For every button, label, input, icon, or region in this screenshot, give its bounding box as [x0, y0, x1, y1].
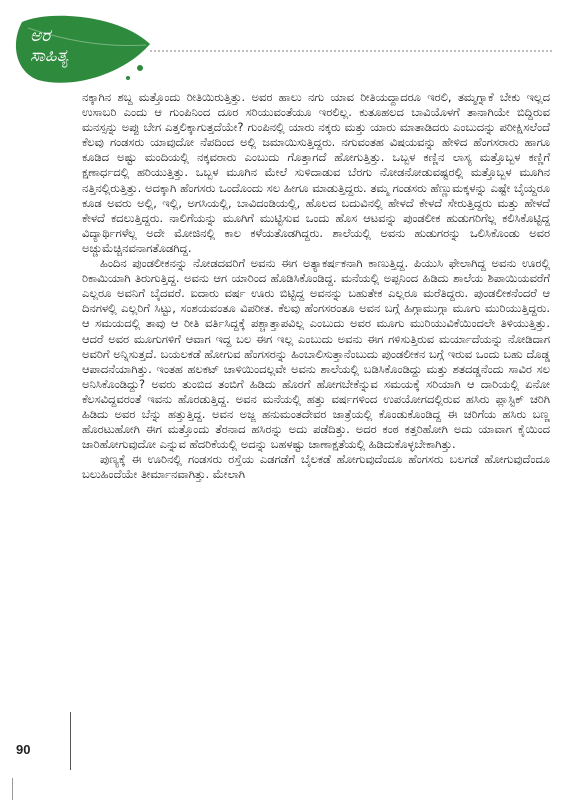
paragraph: ಪುಣ್ಯಕ್ಕೆ ಈ ಊರಿನಲ್ಲಿ ಗಂಡಸರು ರಸ್ತೆಯ ಎಡಗಡೆಗೆ ಬೈಲಕಡೆ ಹೋಗುವುದೆಂದೂ ಹೆಂಗಸರು ಬಲಗಡೆ ಹೋಗುವುದೆಂದೂ ಬಲುಹಿಂದೆಯೇ ತೀರ್ಮಾನವಾಗಿತ್ತು. ಮೇಲಾಗಿ: [82, 452, 550, 482]
footer-rule: [8, 712, 71, 770]
leaf-logo-icon: [8, 8, 156, 92]
page-number: 90: [16, 742, 31, 757]
crop-mark-bottom-left: [0, 778, 13, 800]
logo-text: ಅರ ಸಾಹಿತ್ಯ: [30, 26, 69, 66]
paragraph: ನಕ್ಕಾಗಿನ ಶಬ್ದ ಮತ್ತೊಂದು ರೀತಿಯಿರುತ್ತಿತ್ತು. ಅವರ ಹಾಲು ನಗು ಯಾವ ರೀತಿಯದ್ದಾದರೂ ಇರಲಿ, ತಮ್ಮಗ್ನಾಕೆ ಬೇಕು ಇಲ್ಲದ ಉಸಾಬರಿ ಎಂದು ಆ ಗುಂಪಿನಿಂದ ದೂರ ಸರಿಯುವಂತೆಯೂ ಇರಲಿಲ್ಲ. ಕುತೂಹಲದ ಬಾವಿಯೊಳಗೆ ತಾನಾಗಿಯೇ ಬಿದ್ದಿರುವ ಮನಸ್ಸನ್ನು ಅಪ್ಪು ಬೇಗ ಎತ್ತಲಿಕ್ಕಾಗುತ್ತದೆಯೇ? ಗುಂಪಿನಲ್ಲಿ ಯಾರು ನಕ್ಕರು ಮತ್ತು ಯಾರು ಮಾತಾಡಿದರು ಎಂಬುದನ್ನು ಪರೀಕ್ಷಿಸಲೆಂದೆ ಕೆಲವು ಗಂಡಸರು ಯಾವುದೋ ನೆಪದಿಂದ ಅಲ್ಲಿ ಜಮಾಯಿಸುತ್ತಿದ್ದರು. ನಗುವಂತಹ ವಿಷಯವನ್ನು ಹೇಳಿದ ಹೆಂಗಸರಾರು ಹಾಗೂ ಕೂಡಿದ ಅಷ್ಟು ಮಂದಿಯಲ್ಲಿ ನಕ್ಕವರಾರು ಎಂಬುದು ಗೊತ್ತಾಗದೆ ಹೋಗುತ್ತಿತ್ತು. ಒಬ್ಬಳ ಕಣ್ಣಿನ ಲಾಸ್ಯ ಮತ್ತೊಬ್ಬಳ ಕಣ್ಣಿಗೆ ಕ್ಷಣಾರ್ಧದಲ್ಲಿ ಹರಿಯುತ್ತಿತ್ತು. ಒಬ್ಬಳ ಮೂಗಿನ ಮೇಲೆ ಸುಳಿದಾಡುವ ಬೆರಗು ನೋಡನೋಡುವಷ್ಟರಲ್ಲಿ ಮತ್ತೊಬ್ಬಳ ಮೂಗಿನ ನತ್ತಿನಲ್ಲಿರುತ್ತಿತ್ತು. ಅದಕ್ಕಾಗಿ ಹೆಂಗಸರು ಒಂದೊಂದು ಸಲ ಹೀಗೂ ಮಾಡುತ್ತಿದ್ದರು. ತಮ್ಮ ಗಂಡಸರು ಹೆಣ್ಣುಮಕ್ಕಳನ್ನು ಎಷ್ಟೇ ಬೈಯ್ದರೂ ಕೂಡ ಅವರು ಅಲ್ಲಿ, ಇಲ್ಲಿ, ಅಗಸಿಯಲ್ಲಿ, ಬಾವಿದಂಡಿಯಲ್ಲಿ, ಹೊಲದ ಬದುವಿನಲ್ಲಿ ಹೇಳದೆ ಕೇಳದೆ ಸೇರುತ್ತಿದ್ದರು ಮತ್ತು ಹೇಳದೆ ಕೇಳದೆ ಕದಲುತ್ತಿದ್ದರು. ನಾಲಿಗೆಯನ್ನು ಮೂಗಿಗೆ ಮುಟ್ಟಿಸುವ ಒಂದು ಹೊಸ ಆಟವನ್ನು ಪುಂಡಲೀಕ ಹುಡುಗರಿಗೆಲ್ಲ ಕಲಿಸಿಕೊಟ್ಟಿದ್ದ ವಿದ್ಯಾರ್ಥಿಗಳೆಲ್ಲ ಅದೇ ಮೋಜಿನಲ್ಲಿ ಕಾಲ ಕಳೆಯತೊಡಗಿದ್ದರು. ಶಾಲೆಯಲ್ಲಿ ಅವನು ಹುಡುಗರನ್ನು ಒಲಿಸಿಕೊಂಡು ಅವರ ಅಚ್ಚುಮೆಚ್ಚಿನವನಾಗತೊಡಗಿದ್ದ.: [82, 90, 550, 255]
article-body: [82, 90, 550, 482]
paragraph: ಹಿಂದಿನ ಪುಂಡಲೀಕನನ್ನು ನೋಡದವರಿಗೆ ಅವನು ಈಗ ಅತ್ಯಾಕರ್ಷಕನಾಗಿ ಕಾಣುತ್ತಿದ್ದ. ಪಿಯುಸಿ ಫೇಲಾಗಿದ್ದ ಅವನು ಊರಲ್ಲಿ ರಿಕಾಮಿಯಾಗಿ ತಿರುಗುತ್ತಿದ್ದ. ಅವನು ಆಗ ಯಾರಿಂದ ಹೊಡಿಸಿಕೊಂಡಿದ್ದ. ಮನೆಯಲ್ಲಿ ಅಪ್ಪನಿಂದ ಹಿಡಿದು ಶಾಲೆಯ ಶಿಪಾಯಿಯವರೆಗೆ ಎಲ್ಲರೂ ಅವನಿಗೆ ಬೈದವರೆ. ಐದಾರು ವರ್ಷ ಊರು ಬಿಟ್ಟಿದ್ದ ಅವನನ್ನು ಬಹುತೇಕ ಎಲ್ಲರೂ ಮರೆತಿದ್ದರು. ಪುಂಡಲೀಕನೆಂದರೆ ಆ ದಿನಗಳಲ್ಲಿ ಎಲ್ಲರಿಗೆ ಸಿಟ್ಟು, ಸಂಶಯವಂತೂ ವಿಪರೀತ. ಕೆಲವು ಹೆಂಗಸರಂತೂ ಅವನ ಬಗ್ಗೆ ಹಿಗ್ಗಾಮುಗ್ಗಾ ಮೂಗು ಮುರಿಯುತ್ತಿದ್ದರು. ಆ ಸಮಯದಲ್ಲಿ ತಾವು ಆ ರೀತಿ ವರ್ತಿಸಿದ್ದಕ್ಕೆ ಪಶ್ಚಾತ್ತಾಪವಿಲ್ಲ ಎಂಬುದು ಅವರ ಮೂಗು ಮುರಿಯುವಿಕೆಯಿಂದಲೇ ತಿಳಿಯುತ್ತಿತ್ತು. ಆದರೆ ಅವರ ಮೂಗುಗಳಿಗೆ ಆವಾಗ ಇದ್ದ ಬಲ ಈಗ ಇಲ್ಲ ಎಂಬುದು ಅವನು ಈಗ ಗಳಿಸುತ್ತಿರುವ ಮರ್ಯಾದೆಯನ್ನು ನೋಡಿದಾಗ ಅವರಿಗೆ ಅನ್ನಿಸುತ್ತದೆ. ಬಯಲಕಡೆ ಹೋಗುವ ಹೆಂಗಸರನ್ನು ಹಿಂಬಾಲಿಸುತ್ತಾನೆಂಬುದು ಪುಂಡಲೀಕನ ಬಗ್ಗೆ ಇರುವ ಒಂದು ಬಹು ದೊಡ್ಡ ಆಪಾದನೆಯಾಗಿತ್ತು. ಇಂತಹ ಹಲಕಟ್ ಚಾಳಿಯಿಂದಲ್ಲವೇ ಅವನು ಶಾಲೆಯಲ್ಲಿ ಬಡಿಸಿಕೊಂಡಿದ್ದು ಮತ್ತು ಶತದಡ್ಡನೆಂದು ಸಾವಿರ ಸಲ ಅನಿಸಿಕೊಂಡಿದ್ದು? ಅವರು ತುಂಬಿದ ತಂಬಿಗೆ ಹಿಡಿದು ಹೊರಗೆ ಹೋಗಬೇಕೆನ್ನುವ ಸಮಯಕ್ಕೆ ಸರಿಯಾಗಿ ಆ ದಾರಿಯಲ್ಲಿ ಏನೋ ಕೆಲಸವಿದ್ದವರಂತೆ ಇವನು ಹೊರಡುತ್ತಿದ್ದ. ಅವನ ಮನೆಯಲ್ಲಿ ಹತ್ತು ವರ್ಷಗಳಿಂದ ಉಪಯೋಗದಲ್ಲಿರುವ ಹಸಿರು ಪ್ಲಾಸ್ಟಿಕ್ ಚರಿಗಿ ಹಿಡಿದು ಅವರ ಬೆನ್ನು ಹತ್ತುತ್ತಿದ್ದ. ಅವನ ಅಜ್ಜ ಹನುಮಂತದೇವರ ಜಾತ್ರೆಯಲ್ಲಿ ಕೊಂಡುಕೊಂಡಿದ್ದ ಈ ಚರಿಗೆಯ ಹಸಿರು ಬಣ್ಣ ಹೊರಟುಹೋಗಿ ಈಗ ಮತ್ತೊಂದು ತೆರನಾದ ಹಸಿರನ್ನು ಅದು ಪಡೆದಿತ್ತು. ಅದರ ಕಂಠ ಕತ್ತರಿಹೋಗಿ ಅದು ಯಾವಾಗ ಕೈಯಿಂದ ಜಾರಿಹೋಗುವುದೋ ಎನ್ನುವ ಹೆದರಿಕೆಯಲ್ಲಿ ಅದನ್ನು ಬಹಳಷ್ಟು ಚಾಣಾಕ್ಷತೆಯಲ್ಲಿ ಹಿಡಿದುಕೊಳ್ಳಬೇಕಾಗಿತ್ತು.: [82, 256, 550, 452]
header-dotted-rule: [150, 50, 552, 52]
